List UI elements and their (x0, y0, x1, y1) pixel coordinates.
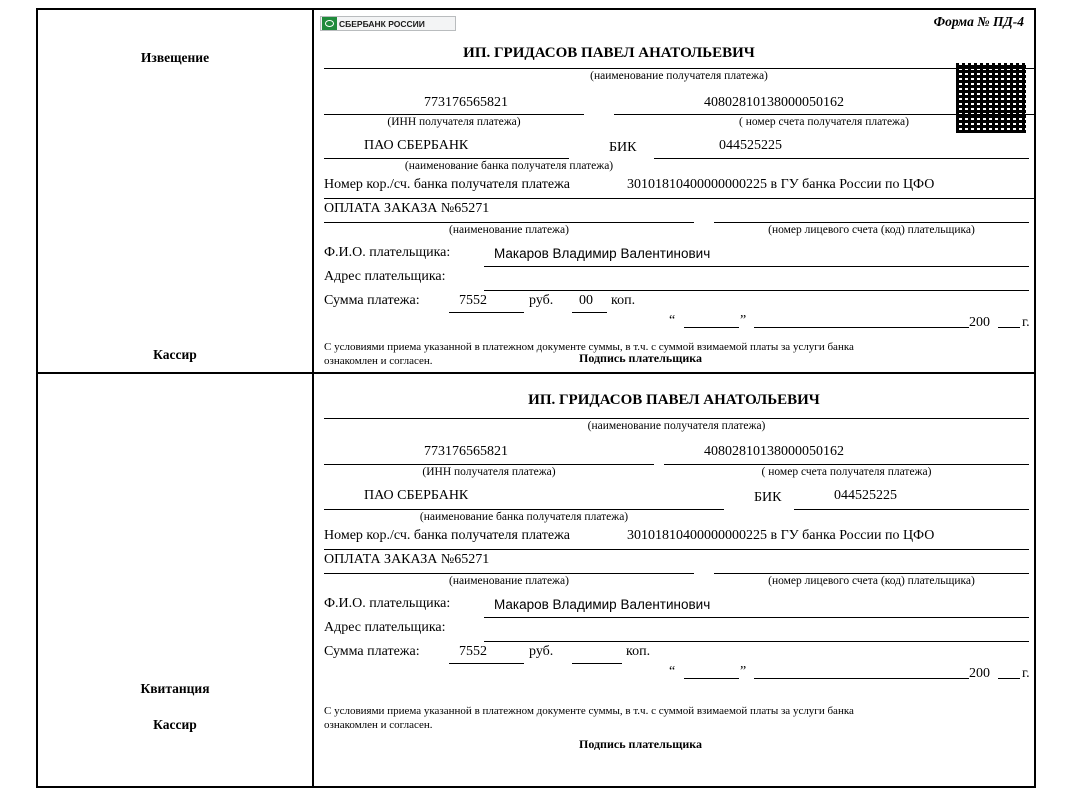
sberbank-logo-mark (322, 17, 337, 30)
bank-name-rule (324, 158, 569, 159)
receipt-sum-value: 7552 (459, 644, 487, 659)
receipt-rub-label: руб. (529, 644, 554, 659)
receipt-date-quote-close: ” (740, 664, 747, 679)
account-rule (614, 114, 1034, 115)
payer-address-rule (484, 290, 1029, 291)
receipt-korr-label: Номер кор./сч. банка получателя платежа (324, 528, 570, 543)
sum-rule (449, 312, 524, 313)
payment-purpose-value: ОПЛАТА ЗАКАЗА №65271 (324, 201, 490, 216)
receipt-inn-rule (324, 464, 654, 465)
bik-rule (654, 158, 1029, 159)
agreement-line-2: ознакомлен и согласен. (324, 355, 433, 367)
receipt-personal-account-rule (714, 573, 1029, 574)
receipt-bik-value: 044525225 (834, 488, 897, 503)
receipt-bik-rule (794, 509, 1029, 510)
sum-value: 7552 (459, 293, 487, 308)
receipt-payer-fio-value: Макаров Владимир Валентинович (494, 597, 711, 612)
recipient-rule (324, 68, 1034, 69)
receipt-inn-caption: (ИНН получателя платежа) (422, 466, 556, 478)
recipient-caption: (наименование получателя платежа) (590, 70, 768, 82)
receipt-payment-purpose-value: ОПЛАТА ЗАКАЗА №65271 (324, 552, 490, 567)
form-number: Форма № ПД-4 (933, 14, 1024, 29)
account-caption: ( номер счета получателя платежа) (739, 116, 909, 128)
receipt-year-rule (998, 678, 1020, 679)
receipt-recipient-caption: (наименование получателя платежа) (587, 420, 766, 432)
korr-value: 30101810400000000225 в ГУ банка России по ЦФО (627, 177, 935, 192)
receipt-account-caption: ( номер счета получателя платежа) (761, 466, 932, 478)
date-month-rule (754, 327, 969, 328)
receipt-kop-rule (572, 663, 622, 664)
inn-caption: (ИНН получателя платежа) (387, 116, 521, 128)
payer-signature-caption: Подпись плательщика (579, 351, 702, 365)
account-value: 40802810138000050162 (704, 95, 844, 110)
receipt-payment-purpose-rule (324, 573, 694, 574)
receipt-recipient-rule (324, 418, 1029, 419)
receipt-account-value: 40802810138000050162 (704, 444, 844, 459)
year-prefix: 200 (969, 315, 990, 330)
payment-purpose-rule (324, 222, 694, 223)
personal-account-caption: (номер лицевого счета (код) плательщика) (768, 224, 975, 236)
receipt-date-day-rule (684, 678, 739, 679)
receipt-payer-fio-rule (484, 617, 1029, 618)
payer-fio-rule (484, 266, 1029, 267)
notice-left-column (38, 10, 314, 372)
payment-form (36, 8, 1036, 788)
receipt-korr-rule (324, 549, 1029, 550)
receipt-payment-purpose-caption: (наименование платежа) (449, 575, 569, 587)
sberbank-logo (320, 16, 456, 31)
kop-rule (572, 312, 607, 313)
year-rule (998, 327, 1020, 328)
receipt-cashier-label: Кассир (153, 717, 197, 732)
inn-rule (324, 114, 584, 115)
receipt-bik-label: БИК (754, 490, 782, 505)
receipt-account-rule (664, 464, 1029, 465)
date-day-rule (684, 327, 739, 328)
notice-cashier-label: Кассир (153, 347, 197, 362)
receipt-korr-value: 30101810400000000225 в ГУ банка России по ЦФО (627, 528, 935, 543)
receipt-personal-account-caption: (номер лицевого счета (код) плательщика) (768, 575, 975, 587)
receipt-agreement-line-2: ознакомлен и согласен. (324, 719, 433, 731)
receipt-payer-signature-caption: Подпись плательщика (579, 737, 702, 751)
personal-account-rule (714, 222, 1029, 223)
notice-right-column (314, 10, 1034, 372)
receipt-recipient-name-value: ИП. ГРИДАСОВ ПАВЕЛ АНАТОЛЬЕВИЧ (528, 392, 820, 408)
inn-value: 773176565821 (424, 95, 508, 110)
receipt-payer-address-label: Адрес плательщика: (324, 620, 446, 635)
payer-fio-label: Ф.И.О. плательщика: (324, 245, 451, 260)
receipt-date-quote-open: “ (669, 664, 676, 679)
bik-value: 044525225 (719, 138, 782, 153)
kop-value: 00 (579, 293, 593, 308)
receipt-payer-fio-label: Ф.И.О. плательщика: (324, 596, 451, 611)
rub-label: руб. (529, 293, 554, 308)
receipt-payer-address-rule (484, 641, 1029, 642)
receipt-label: Квитанция (140, 681, 210, 696)
date-quote-open: “ (669, 313, 676, 328)
receipt-inn-value: 773176565821 (424, 444, 508, 459)
bank-name-caption: (наименование банка получателя платежа) (404, 160, 614, 172)
recipient-name-value: ИП. ГРИДАСОВ ПАВЕЛ АНАТОЛЬЕВИЧ (463, 45, 755, 61)
notice-label: Извещение (140, 50, 210, 65)
receipt-left-column (38, 374, 314, 786)
receipt-right-column (314, 374, 1034, 786)
receipt-bank-name-caption: (наименование банка получателя платежа) (419, 511, 629, 523)
bank-name-value: ПАО СБЕРБАНК (364, 138, 469, 153)
payer-address-label: Адрес плательщика: (324, 269, 446, 284)
korr-rule (324, 198, 1034, 199)
receipt-agreement-line-1: С условиями приема указанной в платежном документе суммы, в т.ч. с суммой взимаемой платы за услуги банка (324, 705, 854, 717)
bik-label: БИК (609, 140, 637, 155)
year-suffix: г. (1022, 315, 1030, 330)
receipt-sum-rule (449, 663, 524, 664)
receipt-date-month-rule (754, 678, 969, 679)
payment-purpose-caption: (наименование платежа) (449, 224, 569, 236)
receipt-section (38, 374, 1034, 786)
receipt-bank-name-value: ПАО СБЕРБАНК (364, 488, 469, 503)
receipt-year-suffix: г. (1022, 666, 1030, 681)
korr-label: Номер кор./сч. банка получателя платежа (324, 177, 570, 192)
notice-section (38, 10, 1034, 374)
payer-fio-value: Макаров Владимир Валентинович (494, 246, 711, 261)
kop-label: коп. (611, 293, 636, 308)
date-quote-close: ” (740, 313, 747, 328)
sberbank-logo-text: СБЕРБАНК РОССИИ (339, 18, 425, 29)
receipt-sum-label: Сумма платежа: (324, 644, 420, 659)
receipt-bank-name-rule (324, 509, 724, 510)
agreement-line-1: С условиями приема указанной в платежном документе суммы, в т.ч. с суммой взимаемой платы за услуги банка (324, 341, 854, 353)
sum-label: Сумма платежа: (324, 293, 420, 308)
receipt-year-prefix: 200 (969, 666, 990, 681)
receipt-kop-label: коп. (626, 644, 651, 659)
